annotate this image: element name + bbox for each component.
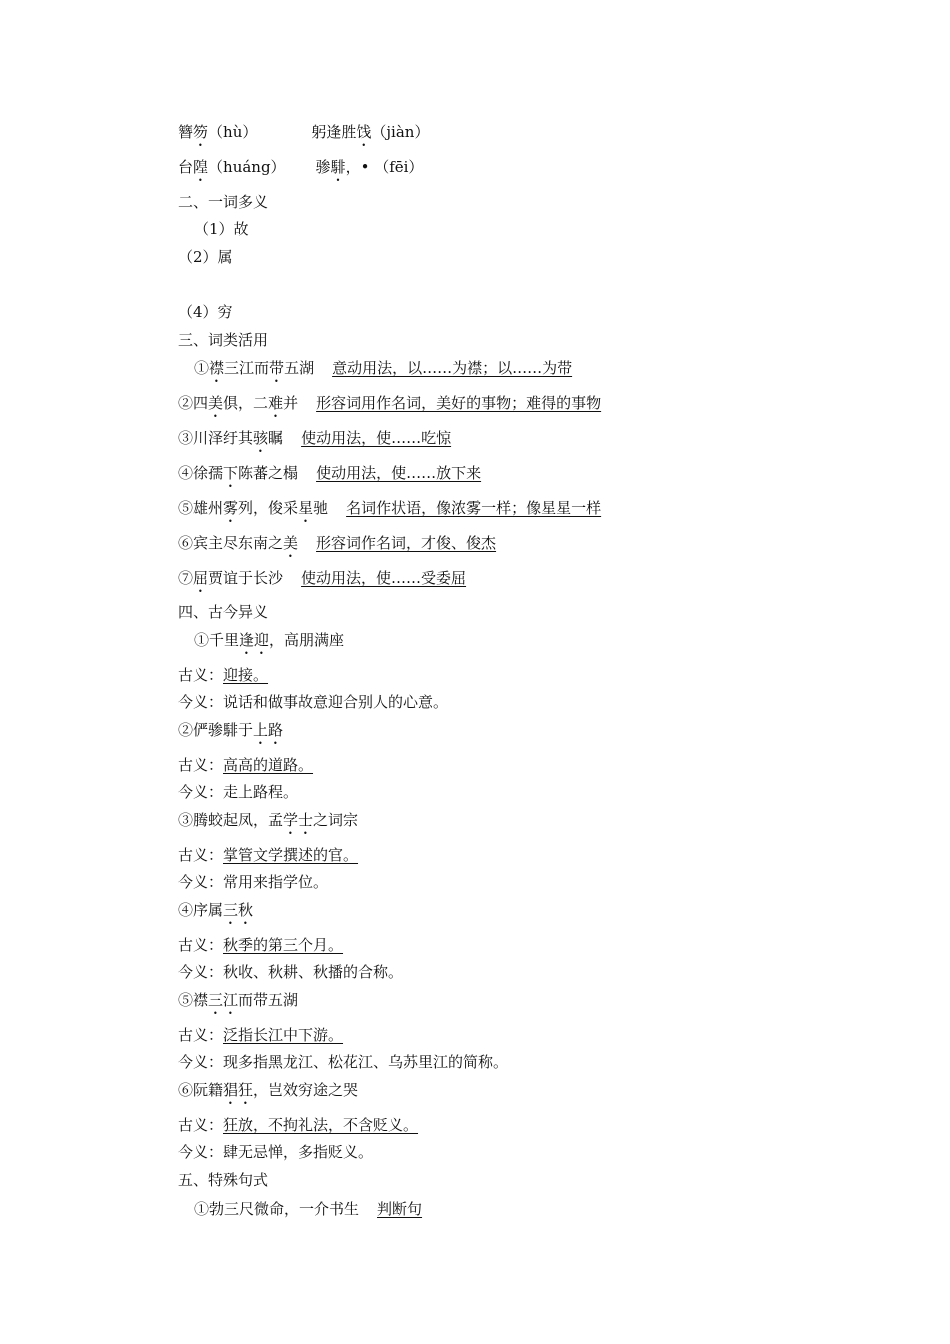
answer: 形容词用作名词，美好的事物；难得的事物 bbox=[316, 394, 602, 412]
ancient-meaning: 古义：高高的道路。 bbox=[178, 756, 314, 774]
list-item: （4）穷 bbox=[178, 303, 233, 321]
list-item: ⑤襟三江而带五湖 bbox=[178, 991, 299, 1009]
pronunciation-row-1 bbox=[178, 122, 429, 150]
answer: 意动用法，以……为襟；以……为带 bbox=[332, 359, 573, 377]
list-item: （1）故 bbox=[194, 220, 249, 238]
list-item: ①千里逢迎，高朋满座 bbox=[194, 631, 345, 649]
list-item: ②俨骖騑于上路 bbox=[178, 721, 284, 739]
ancient-meaning: 古义：迎接。 bbox=[178, 666, 269, 684]
modern-meaning: 今义：肆无忌惮，多指贬义。 bbox=[178, 1143, 374, 1161]
pinyin: （jiàn） bbox=[371, 123, 430, 141]
list-item: （2）属 bbox=[178, 248, 233, 266]
section-heading: 二、一词多义 bbox=[178, 193, 269, 211]
list-item: ⑥阮籍猖狂，岂效穷途之哭 bbox=[178, 1081, 359, 1099]
modern-meaning: 今义：走上路程。 bbox=[178, 783, 299, 801]
answer: 使动用法，使……吃惊 bbox=[301, 429, 452, 447]
ancient-meaning: 古义：狂放，不拘礼法，不含贬义。 bbox=[178, 1116, 419, 1134]
list-item: ⑥宾主尽东南之美 形容词作名词，才俊、俊杰 bbox=[178, 534, 497, 552]
list-item: ③腾蛟起凤，孟学士之词宗 bbox=[178, 811, 359, 829]
list-item: ②四美俱，二难并 形容词用作名词，美好的事物；难得的事物 bbox=[178, 394, 602, 412]
pronunciation-row-2 bbox=[178, 157, 423, 185]
answer: 使动用法，使……放下来 bbox=[316, 464, 482, 482]
list-item: ⑦屈贾谊于长沙 使动用法，使……受委屈 bbox=[178, 569, 467, 587]
ancient-meaning: 古义：泛指长江中下游。 bbox=[178, 1026, 344, 1044]
list-item: ③川泽纡其骇瞩 使动用法，使……吃惊 bbox=[178, 429, 452, 447]
modern-meaning: 今义：现多指黑龙江、松花江、乌苏里江的简称。 bbox=[178, 1053, 509, 1071]
list-item: ①勃三尺微命，一介书生 判断句 bbox=[194, 1200, 423, 1218]
answer: 形容词作名词，才俊、俊杰 bbox=[316, 534, 497, 552]
word: 簪笏 bbox=[178, 123, 209, 141]
pinyin: （hù） bbox=[208, 123, 258, 141]
word: 躬逢胜饯 bbox=[311, 123, 372, 141]
ancient-meaning: 古义：掌管文学撰述的官。 bbox=[178, 846, 359, 864]
section-heading: 五、特殊句式 bbox=[178, 1171, 269, 1189]
ancient-meaning: 古义：秋季的第三个月。 bbox=[178, 936, 344, 954]
section-heading: 四、古今异义 bbox=[178, 603, 269, 621]
list-item: ④序属三秋 bbox=[178, 901, 254, 919]
modern-meaning: 今义：常用来指学位。 bbox=[178, 873, 329, 891]
pinyin: ，• （fēi） bbox=[345, 158, 424, 176]
answer: 使动用法，使……受委屈 bbox=[301, 569, 467, 587]
list-item: ⑤雄州雾列，俊采星驰 名词作状语，像浓雾一样；像星星一样 bbox=[178, 499, 602, 517]
answer: 名词作状语，像浓雾一样；像星星一样 bbox=[346, 499, 602, 517]
list-item: ④徐孺下陈蕃之榻 使动用法，使……放下来 bbox=[178, 464, 482, 482]
pinyin: （huáng） bbox=[208, 158, 286, 176]
answer: 判断句 bbox=[377, 1200, 423, 1218]
word: 骖騑 bbox=[315, 158, 346, 176]
modern-meaning: 今义：秋收、秋耕、秋播的合称。 bbox=[178, 963, 404, 981]
word: 台隍 bbox=[178, 158, 209, 176]
list-item: ①襟三江而带五湖 意动用法，以……为襟；以……为带 bbox=[194, 359, 573, 377]
modern-meaning: 今义：说话和做事故意迎合别人的心意。 bbox=[178, 693, 449, 711]
section-heading: 三、词类活用 bbox=[178, 331, 269, 349]
